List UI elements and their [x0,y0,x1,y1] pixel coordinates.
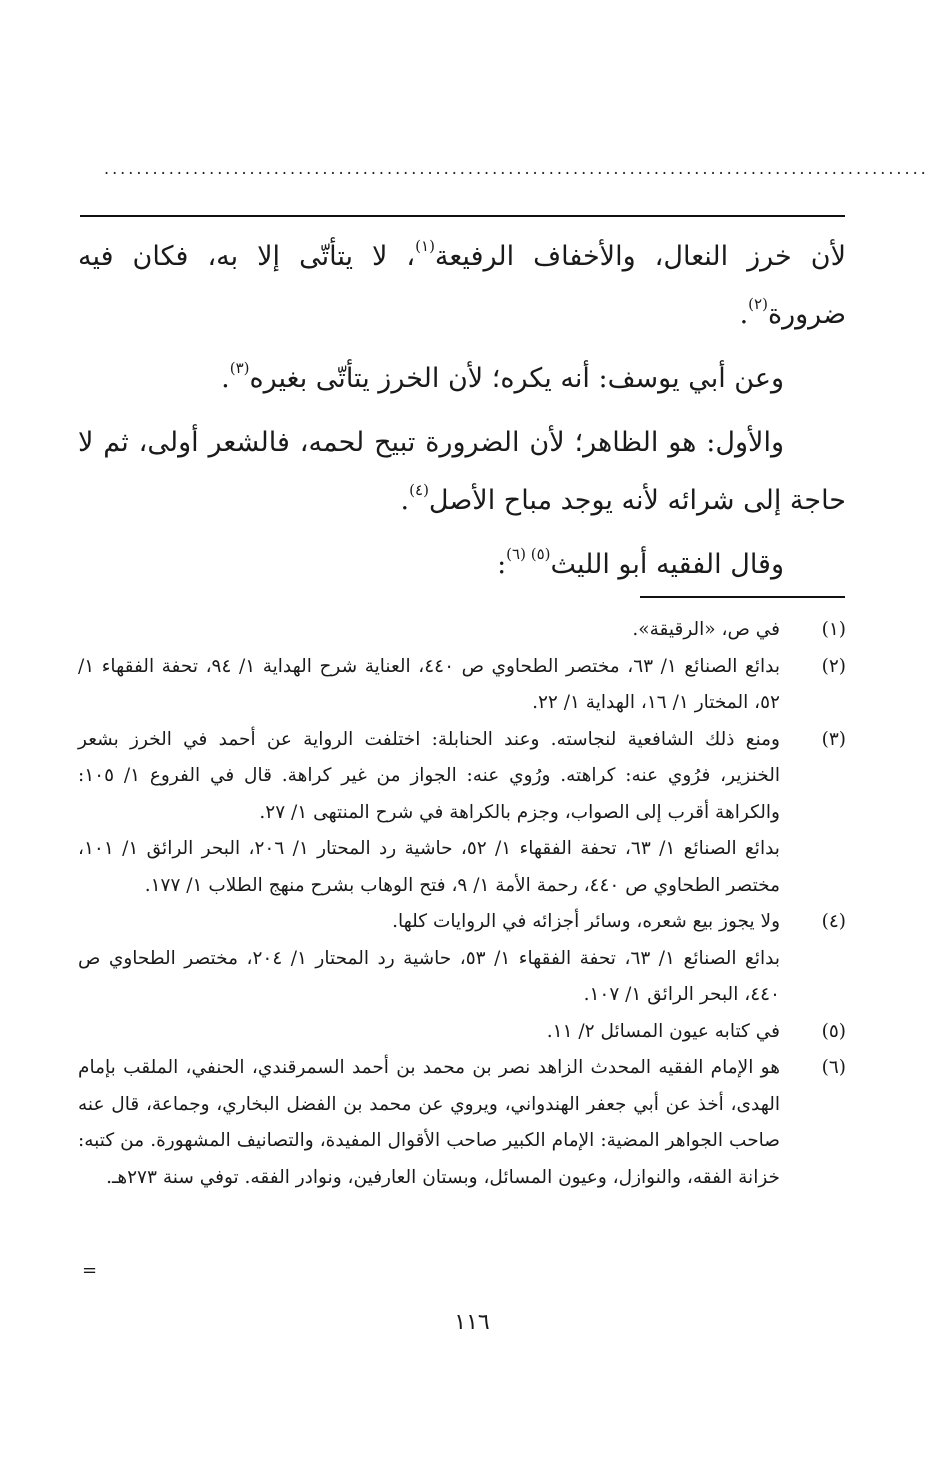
paragraph-1 [78,228,846,344]
footnote-6 [78,1050,846,1196]
footnote-ref-4[interactable]: (٤) [409,481,429,499]
footnote-number: (٣) [821,728,846,750]
paragraph-text: : [497,549,507,580]
continuation-mark: = [82,1260,98,1281]
paragraph-text: والأول: هو الظاهر؛ لأن الضرورة تبيح لحمه، فالشعر أولى، ثم لا حاجة إلى شرائه لأنه يوجد مباح الأصل [78,427,846,516]
paragraph-4 [78,536,846,594]
dotted-separator: ...................................................................................................... [104,159,929,178]
footnote-body [78,722,780,905]
footnote-number: (٥) [821,1020,846,1042]
footnote-number: (٦) [821,1057,846,1078]
footnote-line: بدائع الصنائع ١/ ٦٣، تحفة الفقهاء ١/ ٥٣، حاشية رد المحتار ١/ ٢٠٤، مختصر الطحاوي ص ٤٤٠، البحر الرائق ١/ ١٠٧. [78,947,780,1005]
footnote-line: بدائع الصنائع ١/ ٦٣، تحفة الفقهاء ١/ ٥٢، حاشية رد المحتار ١/ ٢٠٦، البحر الرائق ١/ ١٠١، مختصر الطحاوي ص ٤٤٠، رحمة الأمة ١/ ٩، فتح الوهاب بشرح منهج الطلاب ١/ ١٧٧. [78,838,780,896]
footnote-number: (٤) [821,911,846,932]
paragraph-text: . [221,363,230,394]
footnote-number: (١) [821,619,846,640]
footnote-ref-5-6[interactable]: (٥) (٦) [506,545,551,563]
footnote-number: (٢) [821,655,846,677]
footnote-ref-3[interactable]: (٣) [229,359,250,377]
footnote-body [78,1014,780,1051]
footnotes [78,612,846,1196]
paragraph-text: وقال الفقيه أبو الليث [550,549,784,580]
paragraph-3 [78,414,846,530]
footnote-2 [78,649,846,722]
footnote-3 [78,722,846,905]
footnote-line: في ص، «الرقيقة». [632,619,780,640]
main-text [78,228,846,600]
footnote-ref-2[interactable]: (٢) [748,295,768,313]
footnote-rule [640,596,845,598]
footnote-body [78,904,780,1014]
footnote-4 [78,904,846,1014]
footnote-body [78,649,780,722]
footnote-5 [78,1014,846,1051]
footnote-ref-1[interactable]: (١) [415,237,435,255]
page-number: ١١٦ [454,1310,490,1335]
top-rule [80,215,845,217]
footnote-body [78,1050,780,1196]
paragraph-text: . [739,299,749,330]
paragraph-2 [78,350,846,408]
paragraph-text: وعن أبي يوسف: أنه يكره؛ لأن الخرز يتأتّى بغيره [249,363,784,394]
paragraph-text: ، لا يتأتّى إلا به، فكان فيه ضرورة [78,241,846,330]
footnote-body [78,612,780,649]
paragraph-text: لأن خرز النعال، والأخفاف الرفيعة [434,241,846,272]
footnote-line: بدائع الصنائع ١/ ٦٣، مختصر الطحاوي ص ٤٤٠، العناية شرح الهداية ١/ ٩٤، تحفة الفقهاء ١/ ٥٢، المختار ١/ ١٦، الهداية ١/ ٢٢. [78,655,780,713]
footnote-line: ولا يجوز بيع شعره، وسائر أجزائه في الروايات كلها. [392,911,780,932]
footnote-line: في كتابه عيون المسائل ٢/ ١١. [546,1020,780,1042]
footnote-line: ومنع ذلك الشافعية لنجاسته. وعند الحنابلة: اختلفت الرواية عن أحمد في الخرز بشعر الخنزير، فرُوي عنه: كراهته. ورُوي عنه: الجواز من غير كراهة. قال في الفروع ١/ ١٠٥: والكراهة أقرب إلى الصواب، وجزم بالكراهة في شرح المنتهى ١/ ٢٧. [78,728,780,823]
footnote-1 [78,612,846,649]
footnote-line: هو الإمام الفقيه المحدث الزاهد نصر بن محمد بن أحمد السمرقندي، الحنفي، الملقب بإمام الهدى، أخذ عن أبي جعفر الهندواني، ويروي عن محمد بن الفضل البخاري، وجماعة، قال عنه صاحب الجواهر المضية: الإمام الكبير صاحب الأقوال المفيدة، والتصانيف المشهورة. من كتبه: خزانة الفقه، والنوازل، وعيون المسائل، وبستان العارفين، ونوادر الفقه. توفي سنة ٢٧٣هـ. [78,1057,780,1188]
paragraph-text: . [400,485,410,516]
